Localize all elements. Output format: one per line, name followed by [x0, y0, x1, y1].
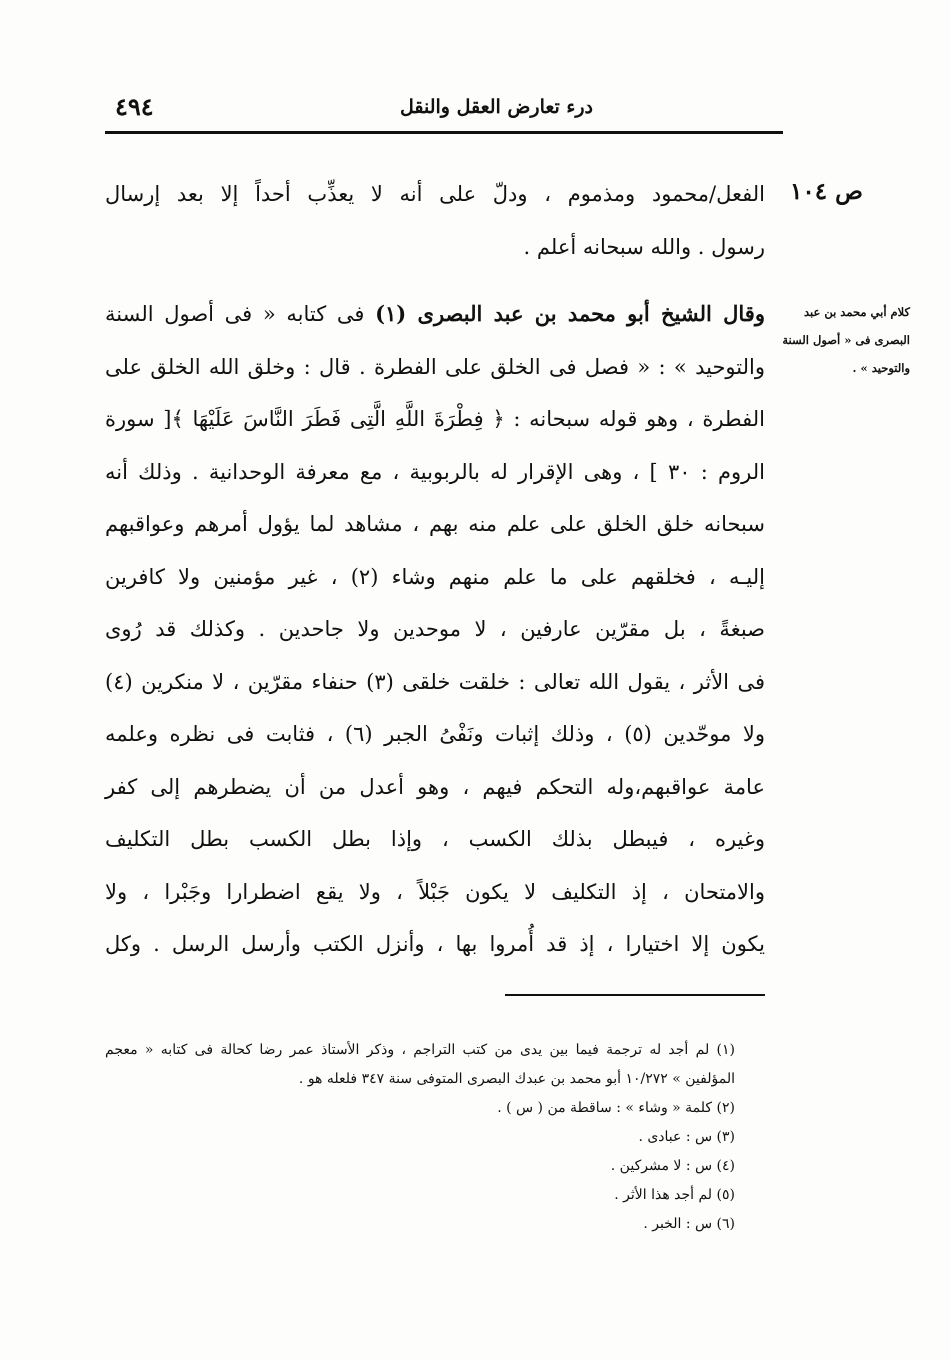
- body-line: فى الأثر ، يقول الله تعالى : خلقت خلقى (٣) حنفاء مقرّين ، لا منكرين (٤): [105, 669, 765, 694]
- book-title: درء تعارض العقل والنقل: [399, 96, 593, 118]
- margin-note: [770, 298, 910, 382]
- body-line: ولا موحّدين (٥) ، وذلك إثبات ونَفْىُ الجبر (٦) ، فثابت فى نظره وعلمه: [105, 722, 765, 746]
- body-line: [105, 288, 765, 341]
- margin-page-reference: ص ١٠٤: [790, 178, 863, 205]
- body-line: وغيره ، فيبطل بذلك الكسب ، وإذا بطل الكسب بطل التكليف: [105, 827, 765, 851]
- body-line: عامة عواقبهم،وله التحكم فيهم ، وهو أعدل من أن يضطرهم إلى كفر: [105, 774, 765, 799]
- speaker-name: وقال الشيخ أبو محمد بن عبد البصرى (١): [375, 301, 765, 326]
- body-line: والتوحيد » : « فصل فى الخلق على الفطرة . قال : وخلق الله الخلق على: [105, 354, 765, 379]
- footnote-1-cont: المؤلفين » ١٠/٢٧٢ أبو محمد بن عبدك البصرى المتوفى سنة ٣٤٧ فلعله هو .: [298, 1071, 735, 1087]
- footnotes: [105, 1036, 735, 1239]
- footnote-3: (٣) س : عبادى .: [638, 1129, 735, 1145]
- body-line: صبغةً ، بل مقرّين عارفين ، لا موحدين ولا جاحدين . وكذلك قد رُوى: [105, 617, 765, 641]
- body-line: الفعل/محمود ومذموم ، ودلّ على أنه لا يعذِّب أحداً إلا بعد إرسال: [105, 182, 765, 206]
- body-line: رسول . والله سبحانه أعلم .: [523, 234, 765, 259]
- footnote-5: (٥) لم أجد هذا الأثر .: [614, 1187, 735, 1203]
- body-text: [105, 168, 765, 971]
- margin-note-line: كلام أبي محمد بن عبد: [803, 305, 910, 319]
- margin-note-line: البصرى فى « أصول السنة: [782, 333, 910, 347]
- margin-note-line: والتوحيد » .: [852, 361, 910, 375]
- body-line: الروم : ٣٠ ] ، وهى الإقرار له بالربوبية ، مع معرفة الوحدانية . وذلك أنه: [105, 459, 766, 484]
- body-line: والامتحان ، إذ التكليف لا يكون جَبْلاً ، ولا يقع اضطرارا وجَبْرا ، ولا: [105, 879, 765, 904]
- body-line: يكون إلا اختيارا ، إذ قد أُمروا بها ، وأنزل الكتب وأرسل الرسل . وكل: [105, 932, 765, 956]
- footnote-1: (١) لم أجد له ترجمة فيما بين يدى من كتب التراجم ، وذكر الأستاذ عمر رضا كحالة فى كتابه « معجم: [105, 1042, 735, 1058]
- body-line: إليـه ، فخلقهم على ما علم منهم وشاء (٢) ، غير مؤمنين ولا كافرين: [105, 564, 765, 589]
- footnote-2: (٢) كلمة « وشاء » : ساقطة من ( س ) .: [497, 1100, 735, 1116]
- footnote-rule: [505, 994, 765, 996]
- footnote-4: (٤) س : لا مشركين .: [610, 1158, 735, 1174]
- body-line-rest: فى كتابه « فى أصول السنة: [105, 302, 365, 326]
- footnote-6: (٦) س : الخبر .: [643, 1216, 735, 1232]
- body-line: سبحانه خلق الخلق على علم منه بهم ، مشاهد لما يؤول أمرهم وعواقبهم: [105, 512, 765, 536]
- running-header: [105, 90, 783, 130]
- body-line: الفطرة ، وهو قوله سبحانه : ﴿ فِطْرَةَ اللَّهِ الَّتِى فَطَرَ النَّاسَ عَلَيْهَا ﴾[ سورة: [105, 407, 765, 431]
- page-number: ٤٩٤: [115, 92, 154, 121]
- header-rule: [105, 131, 783, 134]
